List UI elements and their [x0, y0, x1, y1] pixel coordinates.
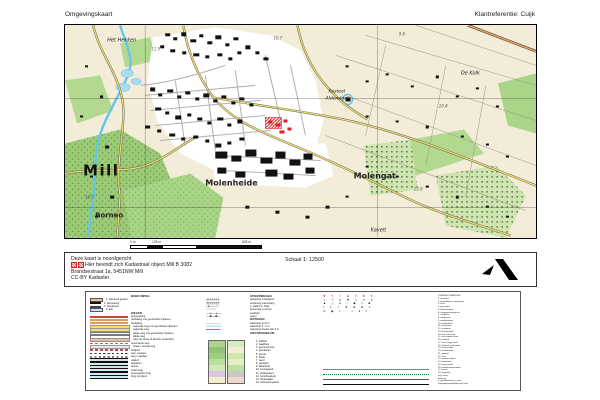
terrain-label: 10. boomgaard — [256, 368, 274, 372]
map-label-aldendriel: Aldendriel — [325, 96, 349, 102]
other-symbol-label: 19. schoorsteen — [438, 347, 454, 350]
map-canvas — [65, 25, 536, 238]
map-label-kavelt: Kavelt — [370, 227, 387, 234]
legend-label: WATEREN — [250, 318, 265, 322]
legend-symbol: ──────── — [206, 321, 222, 325]
terrain-band — [228, 377, 244, 383]
legend-line-samples — [323, 369, 429, 389]
cadastral-object-line — [71, 262, 192, 269]
map-label-molengat: Molengat — [353, 171, 396, 181]
other-symbol-label: 14. kerk met toren — [438, 333, 456, 336]
other-symbol-label: 20. uitzichttoren — [438, 350, 454, 352]
other-symbol-label: 17. toren, hoge toren — [438, 341, 458, 344]
other-symbol-label: 5. kilometerpaal — [438, 308, 454, 311]
terrain-label: 5. griend — [256, 352, 266, 356]
legend-label: lokale weg — [133, 335, 146, 339]
legend-symbol: ──■──■── — [206, 315, 221, 319]
legend-label: 4. kas — [106, 308, 113, 312]
legend-label: waterloop tot 3 m — [250, 321, 270, 325]
legend-symbol: ════════ — [206, 325, 222, 329]
legend-swatch — [90, 319, 128, 321]
scale-bar-segments — [130, 245, 262, 250]
other-symbol-label: 1. hunebed — [438, 297, 449, 300]
legend-row — [206, 332, 279, 335]
other-symbol-label: a. geluidswering b. muur — [438, 380, 462, 383]
legend-terrain-list — [256, 340, 279, 384]
legend-label: weg in aanleg — [131, 355, 147, 359]
legend-label: BEBOUWING — [131, 295, 150, 299]
other-symbol-label: 15. kerk zonder toren — [438, 336, 459, 339]
legend-label: regionale weg — [133, 328, 149, 332]
legend-label: a. station b. halte — [250, 305, 270, 309]
terrain-label: 6. heide — [256, 355, 266, 359]
parcel-marker-icon — [71, 262, 77, 268]
legend-label: 1. bebouwd gebied — [106, 298, 128, 302]
legend-symbol: ──┼──┼── — [206, 311, 222, 315]
legend-swatch — [90, 345, 130, 349]
legend-label: lokale weg met gescheiden rijbanen — [133, 331, 174, 335]
legend-swatch — [90, 338, 130, 342]
cadastral-object-text: Hier bevindt zich Kadastraal object Mill B 3082 — [85, 262, 192, 269]
legend-label: beweegbare brug — [131, 371, 151, 375]
elevation-13-6: 13.6 — [413, 186, 423, 192]
parcel-marker-icon — [78, 262, 84, 268]
info-lines — [71, 256, 192, 283]
legend-label: waterloop 3 - 6 m — [250, 325, 270, 329]
symbol-glyph-row: ⊥ ⊤ ✈ ⚑ ⚐ ✦ ✶ — [323, 297, 376, 302]
document-title: Omgevingskaart — [65, 11, 113, 18]
terrain-label: 7. zand — [256, 358, 265, 362]
map-label-molenheide: Molenheide — [205, 178, 258, 188]
terrain-label: 14. bebouwd gebied — [256, 381, 279, 385]
other-symbol-label: 10. windturbine — [438, 322, 453, 325]
map-label-borneo: Borneo — [95, 210, 124, 220]
legend-label: fietspad — [131, 348, 140, 352]
legend-symbol — [206, 332, 250, 335]
legend-swatch — [90, 302, 101, 304]
map-label-het-hekken: Het Hekken — [107, 37, 137, 44]
scale-bar-labels — [130, 240, 270, 244]
legend-label: regionale weg met gescheiden rijbanen — [133, 325, 178, 329]
other-symbol-label: 22. sluis — [438, 355, 446, 358]
other-symbol-label: 7. zendmast — [438, 314, 450, 317]
scale-label-625: 625 m — [242, 240, 252, 244]
legend-label: GRONDGEBRUIK — [250, 331, 275, 335]
terrain-label: 9. akkerland — [256, 365, 270, 369]
scale-label-125: 125 m — [152, 240, 162, 244]
other-symbol-label: 4. grenspaal — [438, 306, 450, 308]
elevation-9-6: 9.6 — [398, 31, 406, 37]
other-symbol-label: 6. hoogspanningsmast — [438, 311, 460, 314]
legend-column-rail-water — [206, 295, 279, 335]
other-symbol-label: 25. kerncentrale — [438, 363, 454, 366]
legend-row — [90, 375, 177, 378]
topographic-map — [64, 24, 537, 239]
north-orientation-note: Deze kaart is noordgericht — [71, 255, 132, 262]
map-scale-text: Schaal 1: 12500 — [285, 257, 324, 263]
legend-swatch — [90, 312, 128, 314]
terrain-label: 1. loofbos — [256, 340, 268, 343]
other-symbol-label: 26. transformatorstation — [438, 366, 461, 369]
license-line: CC-BY Kadaster. — [71, 275, 111, 282]
legend-symbol: ─●───○─ — [206, 305, 219, 309]
legend-symbol: ┼┼┼┼┼┼┼ — [206, 298, 220, 302]
terrain-label: 13. dodenakker — [256, 377, 274, 381]
legend-box — [85, 291, 521, 391]
elevation-11-9: 11.9 — [151, 46, 161, 52]
legend-label: autosnelweg — [131, 315, 146, 319]
legend-label: spoorweg enkelspoor — [250, 298, 275, 302]
terrain-swatch-block-a — [208, 340, 226, 384]
legend-swatch — [90, 298, 103, 302]
legend-label: brug op pijlers — [131, 375, 147, 379]
legend-swatch — [90, 375, 128, 379]
legend-label: spoorweg meersporig — [250, 301, 275, 305]
symbol-glyph-row: ✚ ✝ ☩ ⊕ ✛ ✠ ✟ — [323, 294, 376, 298]
legend-label: spoorweg in tunnel — [250, 308, 272, 312]
legend-label: pad, voetpad — [131, 351, 146, 355]
map-label-town: Mill — [83, 161, 120, 180]
other-symbol-label: 16. moskee — [438, 339, 450, 341]
address-line: Brandsestraat 1a, 5451NW Mill — [71, 268, 143, 275]
terrain-label: 8. grasland — [256, 362, 269, 366]
terrain-swatch-block-b — [227, 340, 245, 384]
other-symbol-label: 13. lichtopstand — [438, 330, 453, 333]
terrain-label: 2. naaldbos — [256, 343, 270, 347]
legend-label: vaste brug — [131, 368, 143, 372]
legend-label: WEGEN — [131, 311, 143, 315]
legend-label: hoofdweg — [131, 321, 143, 325]
other-symbol-label: heg, haag — [438, 374, 448, 377]
other-symbol-label: 28. vliegveld — [438, 372, 450, 374]
legend-symbol-grid — [323, 295, 375, 314]
map-label-de-kolk: De Kolk — [460, 70, 480, 77]
legend-column-other-symbols — [438, 295, 468, 386]
legend-swatch — [90, 349, 128, 351]
legend-column-roads — [90, 295, 177, 379]
terrain-label: 4. populieren — [256, 349, 271, 353]
legend-swatch — [90, 308, 103, 312]
other-symbol-label: 3. kruis — [438, 303, 445, 306]
legend-label: straat / overige weg — [133, 345, 156, 349]
terrain-label: 11. fruitkwekerij — [256, 371, 274, 375]
other-symbol-label: 2. gedenkteken, monument — [438, 300, 464, 303]
other-symbol-label: hoogspanningsleiding met mast — [438, 383, 469, 385]
other-symbol-label: 27. haven — [438, 369, 448, 372]
terrain-band — [209, 377, 225, 383]
legend-label: waterloop breder dan 6 m — [250, 328, 280, 332]
terrain-label: 3. gemengd bos — [256, 346, 275, 350]
legend-symbol: ┄┄┄┄┄┄ — [206, 308, 216, 312]
kadaster-logo-icon — [480, 257, 520, 288]
legend-label: hoofdweg met gescheiden rijbanen — [131, 318, 171, 322]
other-symbol-label: 18. olietank, gashouder — [438, 344, 461, 347]
other-symbol-label: 23. markant object — [438, 358, 456, 361]
scale-bar — [130, 240, 270, 250]
legend-label: onverharde weg — [131, 341, 150, 345]
legend-label: tunnel — [131, 365, 138, 369]
legend-label: SPOORWEGEN — [250, 295, 272, 299]
other-symbol-label: OVERIGE SYMBOLEN — [438, 295, 461, 297]
legend-label: sneltram — [250, 311, 260, 315]
legend-label: viaduct — [131, 358, 140, 362]
other-symbol-label: 8. windmolen — [438, 317, 451, 319]
other-symbol-label: 9. windmolentje — [438, 319, 453, 322]
elevation-16-2: 16.2 — [85, 194, 94, 200]
scale-label-0: 0 m — [130, 240, 136, 244]
legend-label: weg met losse of slechte verharding — [133, 338, 174, 342]
legend-symbol: ╪╪╪╪╪╪╪ — [206, 301, 220, 305]
other-symbol-label: 24. ziekenhuis — [438, 361, 452, 363]
map-label-kasteel: Kasteel — [328, 89, 346, 95]
symbol-glyph-row: ⊙ ◉ ▪ ▫ ⌂ ♦ ⌖ — [323, 308, 370, 313]
legend-label: aquaduct — [131, 361, 142, 365]
info-box — [64, 252, 537, 287]
elevation-10-7: 10.7 — [273, 35, 283, 41]
symbol-glyph-row: ▲ △ ● ○ ◆ ◇ ■ — [323, 301, 373, 306]
legend-swatch — [90, 353, 128, 355]
symbol-glyph-row: † ‡ ☆ ★ ⊗ ⊞ ± — [323, 305, 373, 310]
legend-label: 3. hoogbouw — [104, 305, 119, 309]
legend-label: metro — [250, 315, 257, 319]
elevation-10-4: 10.4 — [438, 103, 448, 109]
legend-symbol: ▬▬▬▬▬ — [206, 328, 221, 332]
other-symbol-label: bomenrij — [438, 377, 447, 380]
other-symbol-label: 21. gemaal — [438, 352, 449, 355]
terrain-label: 12. boomkwekerij — [256, 374, 276, 378]
legend-swatch — [90, 316, 128, 318]
client-reference: Klantreferentie: Cuijk — [474, 11, 535, 18]
legend-label: 2. bebouwing — [104, 301, 120, 305]
other-symbol-label: 11. watertoren — [438, 325, 452, 328]
other-symbol-label: 12. vuurtoren — [438, 328, 451, 330]
